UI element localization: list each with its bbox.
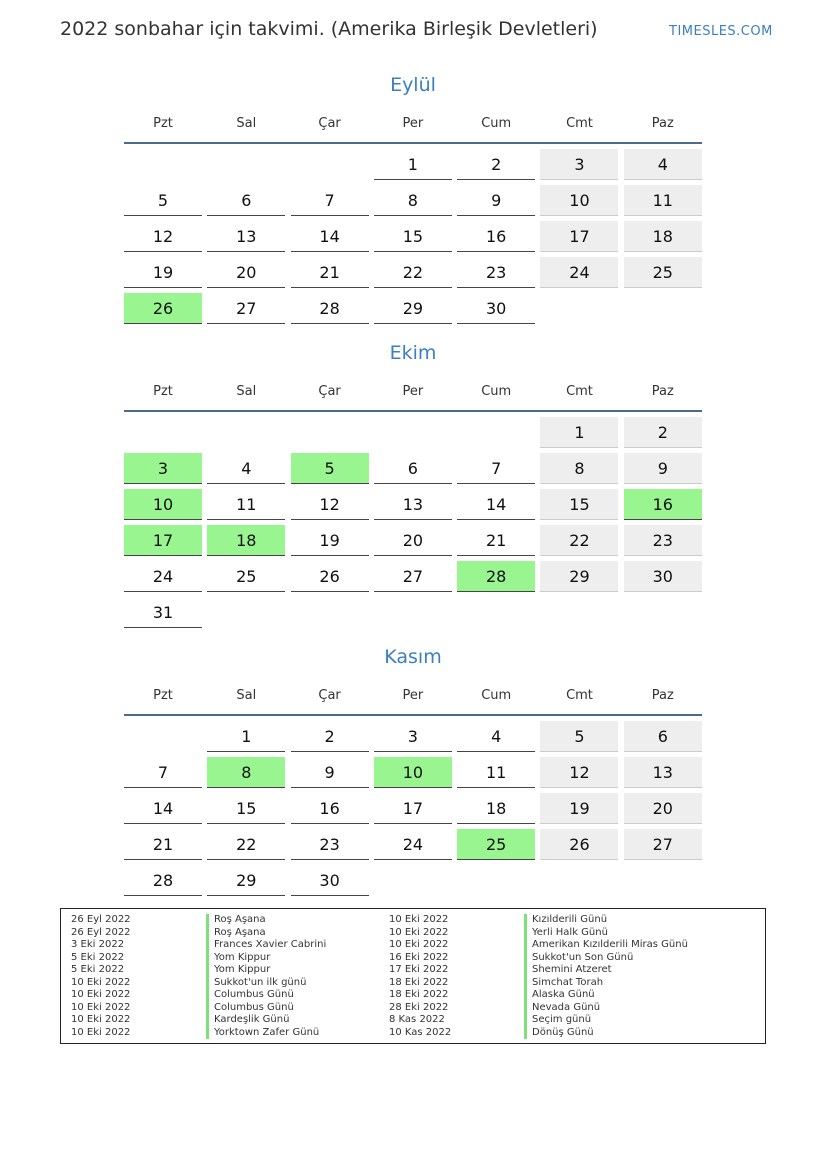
day-cell[interactable]: 1: [207, 721, 285, 752]
holiday-legend: [60, 908, 766, 1044]
day-cell[interactable]: 20: [374, 525, 452, 556]
weekday-label: Per: [402, 116, 424, 131]
day-cell[interactable]: 12: [291, 489, 369, 520]
legend-date: 10 Eki 2022: [71, 1014, 131, 1025]
weekday-label: Cum: [481, 384, 512, 399]
day-cell[interactable]: 22: [374, 257, 452, 288]
legend-date: 28 Eki 2022: [389, 1001, 449, 1013]
day-cell[interactable]: 4: [624, 149, 702, 180]
day-cell[interactable]: 8: [540, 453, 618, 484]
legend-holiday-name: Kızılderili Günü: [524, 914, 607, 927]
day-cell[interactable]: 20: [624, 793, 702, 824]
weekday-label: Cmt: [566, 688, 593, 703]
weekday-label: Cmt: [566, 384, 593, 399]
legend-date: 5 Eki 2022: [71, 964, 125, 975]
day-cell[interactable]: 13: [374, 489, 452, 520]
weekday-label: Cum: [481, 688, 512, 703]
month-block: [124, 70, 702, 324]
legend-holiday-name: Yom Kippur: [206, 952, 270, 965]
day-cell[interactable]: 26: [291, 561, 369, 592]
day-cell[interactable]: 23: [624, 525, 702, 556]
month-name: Kasım: [384, 646, 442, 668]
day-cell[interactable]: 22: [540, 525, 618, 556]
legend-date: 10 Eki 2022: [389, 914, 449, 925]
day-cell[interactable]: 30: [457, 293, 535, 324]
empty-cell: [207, 149, 285, 180]
legend-holiday-name: Sukkot'un ilk günü: [206, 977, 306, 990]
day-cell[interactable]: 17: [374, 793, 452, 824]
weekday-header: [124, 678, 702, 716]
legend-date: 10 Eki 2022: [389, 939, 449, 950]
brand-link[interactable]: TIMESLES.COM: [669, 24, 773, 39]
day-cell[interactable]: 2: [624, 417, 702, 448]
legend-holiday-name: Amerikan Kızılderili Miras Günü: [524, 939, 688, 952]
legend-holiday-name: Shemini Atzeret: [524, 964, 612, 977]
day-cell[interactable]: 9: [291, 757, 369, 788]
holiday-day-cell[interactable]: 25: [457, 829, 535, 860]
legend-date: 10 Eki 2022: [389, 926, 449, 938]
legend-date: 5 Eki 2022: [71, 951, 125, 963]
day-cell[interactable]: 12: [540, 757, 618, 788]
legend-holiday-name: Roş Aşana: [206, 914, 266, 927]
day-cell[interactable]: 7: [457, 453, 535, 484]
day-cell[interactable]: 19: [540, 793, 618, 824]
day-cell[interactable]: 25: [624, 257, 702, 288]
legend-holiday-name: Yom Kippur: [206, 964, 270, 977]
legend-holiday-name: Kardeşlik Günü: [206, 1014, 289, 1027]
day-cell[interactable]: 17: [540, 221, 618, 252]
day-cell[interactable]: 12: [124, 221, 202, 252]
empty-cell: [291, 149, 369, 180]
legend-holiday-name: Frances Xavier Cabrini: [206, 939, 326, 952]
legend-date: 16 Eki 2022: [389, 951, 449, 963]
day-cell[interactable]: 16: [291, 793, 369, 824]
empty-cell: [207, 417, 285, 448]
empty-cell: [457, 417, 535, 448]
day-cell[interactable]: 28: [124, 865, 202, 896]
day-cell[interactable]: 1: [540, 417, 618, 448]
legend-date: 10 Eki 2022: [71, 1001, 131, 1013]
legend-holiday-name: Columbus Günü: [206, 989, 294, 1002]
weekday-label: Cmt: [566, 116, 593, 131]
weekday-label: Sal: [236, 384, 257, 399]
weekday-label: Pzt: [153, 116, 173, 131]
day-cell[interactable]: 7: [124, 757, 202, 788]
empty-cell: [374, 417, 452, 448]
legend-date: 18 Eki 2022: [389, 976, 449, 988]
day-cell[interactable]: 20: [207, 257, 285, 288]
day-cell[interactable]: 18: [457, 793, 535, 824]
legend-date: 10 Eki 2022: [71, 1026, 131, 1038]
empty-cell: [124, 721, 202, 752]
day-cell[interactable]: 29: [540, 561, 618, 592]
weekday-label: Sal: [236, 688, 257, 703]
weekday-label: Çar: [318, 116, 341, 131]
holiday-day-cell[interactable]: 10: [374, 757, 452, 788]
day-cell[interactable]: 27: [374, 561, 452, 592]
day-cell[interactable]: 22: [207, 829, 285, 860]
day-cell[interactable]: 21: [124, 829, 202, 860]
day-cell[interactable]: 3: [374, 721, 452, 752]
legend-date: 8 Kas 2022: [389, 1014, 445, 1025]
legend-holiday-name: Simchat Torah: [524, 977, 603, 990]
holiday-day-cell[interactable]: 3: [124, 453, 202, 484]
day-cell[interactable]: 23: [291, 829, 369, 860]
month-block: [124, 338, 702, 628]
legend-date: 10 Eki 2022: [71, 989, 131, 1000]
legend-holiday-name: Sukkot'un Son Günü: [524, 952, 633, 965]
legend-holiday-name: Columbus Günü: [206, 1002, 294, 1015]
empty-cell: [291, 417, 369, 448]
day-cell[interactable]: 11: [207, 489, 285, 520]
day-cell[interactable]: 19: [291, 525, 369, 556]
day-cell[interactable]: 25: [207, 561, 285, 592]
day-cell[interactable]: 11: [457, 757, 535, 788]
weekday-header: [124, 106, 702, 144]
day-cell[interactable]: 15: [207, 793, 285, 824]
weekday-label: Pzt: [153, 384, 173, 399]
month-name: Ekim: [389, 342, 437, 364]
weekday-label: Pzt: [153, 688, 173, 703]
legend-date: 10 Eki 2022: [71, 976, 131, 988]
weekday-label: Per: [402, 688, 424, 703]
day-cell[interactable]: 26: [540, 829, 618, 860]
empty-cell: [124, 149, 202, 180]
holiday-day-cell[interactable]: 10: [124, 489, 202, 520]
day-grid: [124, 149, 702, 324]
day-cell[interactable]: 30: [291, 865, 369, 896]
day-cell[interactable]: 9: [624, 453, 702, 484]
day-cell[interactable]: 14: [124, 793, 202, 824]
day-cell[interactable]: 8: [374, 185, 452, 216]
legend-holiday-name: Seçim günü: [524, 1014, 591, 1027]
day-cell[interactable]: 15: [374, 221, 452, 252]
day-cell[interactable]: 30: [624, 561, 702, 592]
legend-holiday-name: Dönüş Günü: [524, 1027, 594, 1040]
day-cell[interactable]: 23: [457, 257, 535, 288]
holiday-day-cell[interactable]: 16: [624, 489, 702, 520]
day-cell[interactable]: 10: [540, 185, 618, 216]
day-cell[interactable]: 31: [124, 597, 202, 628]
day-cell[interactable]: 21: [291, 257, 369, 288]
day-cell[interactable]: 15: [540, 489, 618, 520]
day-cell[interactable]: 24: [374, 829, 452, 860]
weekday-label: Sal: [236, 116, 257, 131]
weekday-label: Çar: [318, 384, 341, 399]
holiday-day-cell[interactable]: 17: [124, 525, 202, 556]
legend-date: 10 Kas 2022: [389, 1026, 452, 1038]
legend-holiday-name: Yorktown Zafer Günü: [206, 1027, 319, 1040]
empty-cell: [124, 417, 202, 448]
page-title: 2022 sonbahar için takvimi. (Amerika Birleşik Devletleri): [60, 18, 598, 40]
day-cell[interactable]: 13: [207, 221, 285, 252]
day-cell[interactable]: 27: [624, 829, 702, 860]
holiday-day-cell[interactable]: 5: [291, 453, 369, 484]
legend-date: 3 Eki 2022: [71, 939, 125, 950]
day-cell[interactable]: 18: [624, 221, 702, 252]
month-name: Eylül: [390, 74, 436, 96]
weekday-label: Cum: [481, 116, 512, 131]
weekday-label: Per: [402, 384, 424, 399]
day-cell[interactable]: 14: [457, 489, 535, 520]
holiday-day-cell[interactable]: 26: [124, 293, 202, 324]
day-cell[interactable]: 4: [207, 453, 285, 484]
day-cell[interactable]: 29: [207, 865, 285, 896]
day-cell[interactable]: 24: [124, 561, 202, 592]
day-cell[interactable]: 27: [207, 293, 285, 324]
day-cell[interactable]: 2: [291, 721, 369, 752]
legend-date: 26 Eyl 2022: [71, 926, 131, 938]
weekday-label: Paz: [651, 384, 674, 399]
legend-date: 17 Eki 2022: [389, 964, 449, 975]
legend-holiday-name: Alaska Günü: [524, 989, 595, 1002]
day-cell[interactable]: 13: [624, 757, 702, 788]
day-cell[interactable]: 6: [374, 453, 452, 484]
day-cell[interactable]: 29: [374, 293, 452, 324]
day-cell[interactable]: 11: [624, 185, 702, 216]
weekday-label: Paz: [651, 688, 674, 703]
day-cell[interactable]: 2: [457, 149, 535, 180]
weekday-header: [124, 374, 702, 412]
month-block: [124, 642, 702, 896]
day-cell[interactable]: 1: [374, 149, 452, 180]
day-cell[interactable]: 4: [457, 721, 535, 752]
legend-holiday-name: Yerli Halk Günü: [524, 927, 608, 940]
day-cell[interactable]: 3: [540, 149, 618, 180]
day-grid: [124, 417, 702, 628]
day-cell[interactable]: 6: [207, 185, 285, 216]
day-cell[interactable]: 9: [457, 185, 535, 216]
day-cell[interactable]: 6: [624, 721, 702, 752]
day-cell[interactable]: 7: [291, 185, 369, 216]
legend-holiday-name: Nevada Günü: [524, 1002, 600, 1015]
holiday-day-cell[interactable]: 8: [207, 757, 285, 788]
day-cell[interactable]: 14: [291, 221, 369, 252]
legend-date: 18 Eki 2022: [389, 989, 449, 1000]
legend-holiday-name: Roş Aşana: [206, 927, 266, 940]
day-cell[interactable]: 19: [124, 257, 202, 288]
day-cell[interactable]: 16: [457, 221, 535, 252]
weekday-label: Paz: [651, 116, 674, 131]
day-grid: [124, 721, 702, 896]
day-cell[interactable]: 5: [540, 721, 618, 752]
holiday-day-cell[interactable]: 18: [207, 525, 285, 556]
day-cell[interactable]: 5: [124, 185, 202, 216]
weekday-label: Çar: [318, 688, 341, 703]
holiday-day-cell[interactable]: 28: [457, 561, 535, 592]
day-cell[interactable]: 28: [291, 293, 369, 324]
legend-date: 26 Eyl 2022: [71, 914, 131, 925]
day-cell[interactable]: 24: [540, 257, 618, 288]
day-cell[interactable]: 21: [457, 525, 535, 556]
